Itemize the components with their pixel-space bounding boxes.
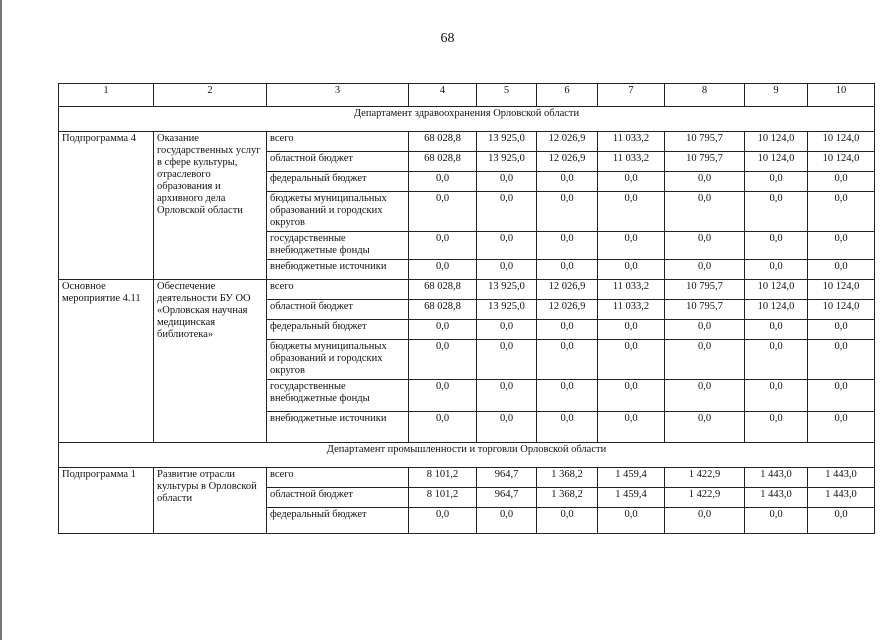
value-cell: 13 925,0 xyxy=(477,132,537,152)
funding-source: внебюджетные источники xyxy=(267,412,409,443)
value-cell: 10 124,0 xyxy=(808,280,875,300)
value-cell: 11 033,2 xyxy=(598,280,665,300)
event-name: Развитие отрасли культуры в Орловской области xyxy=(154,468,267,534)
value-cell: 8 101,2 xyxy=(409,468,477,488)
value-cell: 0,0 xyxy=(808,412,875,443)
value-cell: 10 124,0 xyxy=(745,280,808,300)
funding-source: всего xyxy=(267,132,409,152)
value-cell: 0,0 xyxy=(808,260,875,280)
value-cell: 0,0 xyxy=(745,172,808,192)
value-cell: 0,0 xyxy=(598,412,665,443)
value-cell: 0,0 xyxy=(477,232,537,260)
funding-source: всего xyxy=(267,280,409,300)
column-header: 7 xyxy=(598,84,665,107)
funding-source: федеральный бюджет xyxy=(267,320,409,340)
value-cell: 10 124,0 xyxy=(745,132,808,152)
value-cell: 0,0 xyxy=(537,260,598,280)
value-cell: 0,0 xyxy=(665,260,745,280)
value-cell: 12 026,9 xyxy=(537,152,598,172)
header-row xyxy=(59,84,875,107)
value-cell: 964,7 xyxy=(477,468,537,488)
column-header: 4 xyxy=(409,84,477,107)
value-cell: 0,0 xyxy=(477,380,537,412)
funding-source: бюджеты муниципальных образований и городских округов xyxy=(267,192,409,232)
value-cell: 0,0 xyxy=(537,192,598,232)
value-cell: 1 459,4 xyxy=(598,468,665,488)
program-name: Подпрограмма 1 xyxy=(59,468,154,534)
value-cell: 11 033,2 xyxy=(598,152,665,172)
value-cell: 10 795,7 xyxy=(665,152,745,172)
value-cell: 0,0 xyxy=(598,192,665,232)
value-cell: 68 028,8 xyxy=(409,152,477,172)
value-cell: 0,0 xyxy=(409,232,477,260)
value-cell: 68 028,8 xyxy=(409,280,477,300)
department-title: Департамент здравоохранения Орловской области xyxy=(59,107,875,132)
value-cell: 0,0 xyxy=(745,508,808,534)
value-cell: 0,0 xyxy=(598,340,665,380)
value-cell: 0,0 xyxy=(409,508,477,534)
event-name: Обеспечение деятельности БУ ОО «Орловская научная медицинская библиотека» xyxy=(154,280,267,443)
column-header: 1 xyxy=(59,84,154,107)
department-row xyxy=(59,107,875,132)
value-cell: 11 033,2 xyxy=(598,132,665,152)
value-cell: 0,0 xyxy=(745,340,808,380)
value-cell: 964,7 xyxy=(477,488,537,508)
funding-source: бюджеты муниципальных образований и городских округов xyxy=(267,340,409,380)
table-row xyxy=(59,280,875,300)
value-cell: 0,0 xyxy=(477,260,537,280)
department-row xyxy=(59,443,875,468)
value-cell: 0,0 xyxy=(409,340,477,380)
value-cell: 0,0 xyxy=(745,380,808,412)
page-edge xyxy=(0,0,2,640)
value-cell: 10 124,0 xyxy=(808,152,875,172)
value-cell: 1 422,9 xyxy=(665,488,745,508)
value-cell: 68 028,8 xyxy=(409,300,477,320)
table-body xyxy=(59,84,875,534)
value-cell: 11 033,2 xyxy=(598,300,665,320)
value-cell: 0,0 xyxy=(477,172,537,192)
value-cell: 10 124,0 xyxy=(808,132,875,152)
value-cell: 0,0 xyxy=(665,340,745,380)
column-header: 10 xyxy=(808,84,875,107)
value-cell: 0,0 xyxy=(477,192,537,232)
value-cell: 0,0 xyxy=(477,340,537,380)
funding-source: областной бюджет xyxy=(267,300,409,320)
value-cell: 0,0 xyxy=(409,412,477,443)
value-cell: 13 925,0 xyxy=(477,300,537,320)
value-cell: 0,0 xyxy=(477,412,537,443)
value-cell: 0,0 xyxy=(598,172,665,192)
value-cell: 10 795,7 xyxy=(665,300,745,320)
value-cell: 0,0 xyxy=(808,192,875,232)
value-cell: 0,0 xyxy=(537,172,598,192)
value-cell: 0,0 xyxy=(808,380,875,412)
value-cell: 0,0 xyxy=(537,508,598,534)
value-cell: 0,0 xyxy=(808,340,875,380)
value-cell: 1 443,0 xyxy=(745,488,808,508)
value-cell: 0,0 xyxy=(537,232,598,260)
value-cell: 0,0 xyxy=(537,412,598,443)
funding-source: всего xyxy=(267,468,409,488)
value-cell: 0,0 xyxy=(665,320,745,340)
column-header: 5 xyxy=(477,84,537,107)
value-cell: 0,0 xyxy=(409,320,477,340)
value-cell: 0,0 xyxy=(598,260,665,280)
value-cell: 0,0 xyxy=(745,260,808,280)
funding-source: федеральный бюджет xyxy=(267,508,409,534)
column-header: 8 xyxy=(665,84,745,107)
funding-source: областной бюджет xyxy=(267,488,409,508)
value-cell: 1 443,0 xyxy=(808,488,875,508)
value-cell: 0,0 xyxy=(409,192,477,232)
value-cell: 0,0 xyxy=(598,232,665,260)
value-cell: 10 124,0 xyxy=(808,300,875,320)
value-cell: 0,0 xyxy=(598,508,665,534)
funding-source: государственные внебюджетные фонды xyxy=(267,380,409,412)
value-cell: 0,0 xyxy=(537,380,598,412)
value-cell: 12 026,9 xyxy=(537,300,598,320)
program-name: Основное мероприятие 4.11 xyxy=(59,280,154,443)
funding-source: федеральный бюджет xyxy=(267,172,409,192)
value-cell: 0,0 xyxy=(808,320,875,340)
value-cell: 0,0 xyxy=(665,172,745,192)
funding-source: внебюджетные источники xyxy=(267,260,409,280)
value-cell: 12 026,9 xyxy=(537,280,598,300)
value-cell: 0,0 xyxy=(537,320,598,340)
funding-source: областной бюджет xyxy=(267,152,409,172)
column-header: 6 xyxy=(537,84,598,107)
value-cell: 0,0 xyxy=(409,380,477,412)
value-cell: 0,0 xyxy=(409,172,477,192)
value-cell: 0,0 xyxy=(477,508,537,534)
value-cell: 1 459,4 xyxy=(598,488,665,508)
value-cell: 0,0 xyxy=(665,412,745,443)
column-header: 3 xyxy=(267,84,409,107)
value-cell: 8 101,2 xyxy=(409,488,477,508)
value-cell: 0,0 xyxy=(745,232,808,260)
value-cell: 0,0 xyxy=(665,192,745,232)
value-cell: 13 925,0 xyxy=(477,280,537,300)
value-cell: 10 795,7 xyxy=(665,132,745,152)
column-header: 2 xyxy=(154,84,267,107)
column-header: 9 xyxy=(745,84,808,107)
budget-table xyxy=(58,83,875,534)
event-name: Оказание государственных услуг в сфере культуры, отраслевого образования и архивного дела Орловской области xyxy=(154,132,267,280)
value-cell: 0,0 xyxy=(808,508,875,534)
value-cell: 1 443,0 xyxy=(745,468,808,488)
value-cell: 1 368,2 xyxy=(537,488,598,508)
table-row xyxy=(59,468,875,488)
value-cell: 10 124,0 xyxy=(745,152,808,172)
value-cell: 0,0 xyxy=(598,320,665,340)
value-cell: 0,0 xyxy=(745,192,808,232)
value-cell: 0,0 xyxy=(808,172,875,192)
department-title: Департамент промышленности и торговли Орловской области xyxy=(59,443,875,468)
value-cell: 1 422,9 xyxy=(665,468,745,488)
value-cell: 10 124,0 xyxy=(745,300,808,320)
value-cell: 0,0 xyxy=(477,320,537,340)
value-cell: 13 925,0 xyxy=(477,152,537,172)
value-cell: 12 026,9 xyxy=(537,132,598,152)
value-cell: 1 443,0 xyxy=(808,468,875,488)
value-cell: 0,0 xyxy=(745,320,808,340)
value-cell: 0,0 xyxy=(665,232,745,260)
value-cell: 0,0 xyxy=(808,232,875,260)
table-row xyxy=(59,132,875,152)
value-cell: 0,0 xyxy=(598,380,665,412)
value-cell: 0,0 xyxy=(665,508,745,534)
program-name: Подпрограмма 4 xyxy=(59,132,154,280)
page-number: 68 xyxy=(440,31,455,46)
funding-source: государственные внебюджетные фонды xyxy=(267,232,409,260)
value-cell: 0,0 xyxy=(665,380,745,412)
value-cell: 0,0 xyxy=(409,260,477,280)
value-cell: 0,0 xyxy=(745,412,808,443)
value-cell: 1 368,2 xyxy=(537,468,598,488)
value-cell: 10 795,7 xyxy=(665,280,745,300)
value-cell: 0,0 xyxy=(537,340,598,380)
value-cell: 68 028,8 xyxy=(409,132,477,152)
